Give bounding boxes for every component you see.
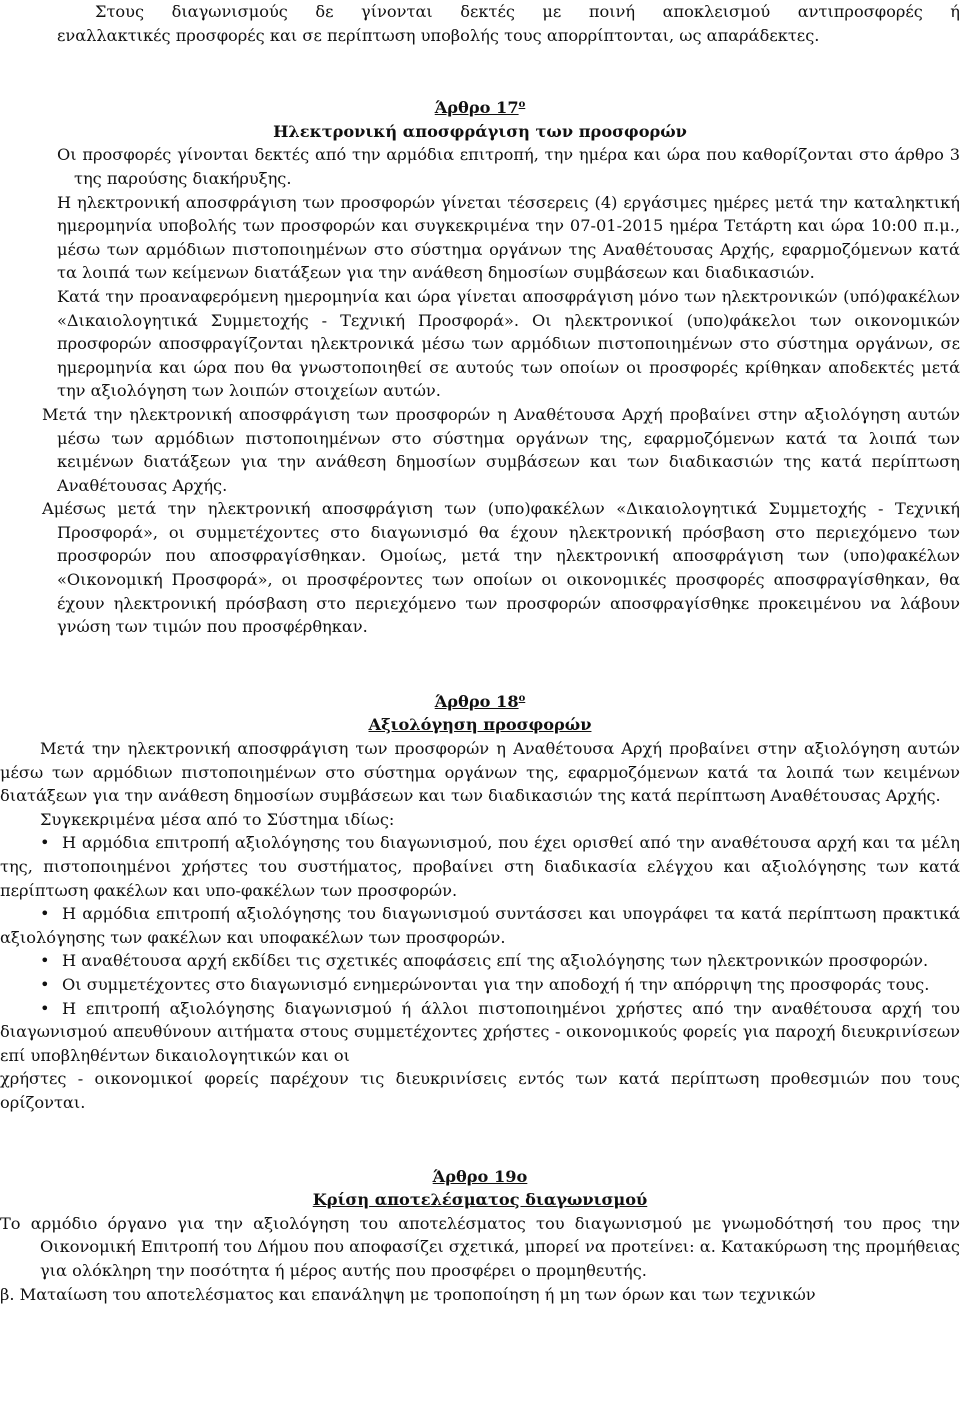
article-17-paragraph-4: Μετά την ηλεκτρονική αποσφράγιση των προσφορών η Αναθέτουσα Αρχή προβαίνει στην αξιολόγηση αυτών μέσω των αρμόδιων πιστοποιημένων στο σύστημα οργάνων της, εφαρμοζόμενων κατά τα λοιπά των κειμένων διατάξεων για την ανάθεση δημοσίων συμβάσεων και των διαδικασιών της κατά περίπτωση Αναθέτουσας Αρχής. xyxy=(42,404,960,495)
article-17 xyxy=(0,93,960,639)
intro-section xyxy=(0,0,960,47)
article-17-title: Ηλεκτρονική αποσφράγιση των προσφορών xyxy=(273,121,687,141)
bullet-marker: • xyxy=(40,904,50,924)
article-17-paragraph-2: Η ηλεκτρονική αποσφράγιση των προσφορών γίνεται τέσσερεις (4) εργάσιμες ημέρες μετά την καταληκτική ημερομηνία υποβολής των προσφορών και συγκεκριμένα την 07-01-2015 ημέρα Τετάρτη και ώρα 10:00 π.μ., μέσω των αρμόδιων πιστοποιημένων στο σύστημα οργάνων της Αναθέτουσας Αρχής, εφαρμοζόμενων κατά τα λοιπά των κείμενων διατάξεων για την ανάθεση δημοσίων συμβάσεων και διαδικασιών. xyxy=(57,192,960,283)
article-19-title: Κρίση αποτελέσματος διαγωνισμού xyxy=(312,1190,648,1210)
article-19-paragraph-1: Το αρμόδιο όργανο για την αξιολόγηση του αποτελέσματος του διαγωνισμού με γνωμοδότησή του προς την Οικονομική Επιτροπή του Δήμου που αποφασίζει σχετικά, μπορεί να προτείνει: α. Κατακύρωση της προμήθειας για ολόκληρη την ποσότητα ή μέρος αυτής που προσφέρει ο προμηθευτής. xyxy=(0,1213,960,1280)
article-18-paragraph-2: Συγκεκριμένα μέσα από το Σύστημα ιδίως: xyxy=(40,809,395,829)
article-18-paragraph-3: χρήστες - οικονομικοί φορείς παρέχουν τις διευκρινίσεις εντός των κατά περίπτωση προθεσμιών που τους ορίζονται. xyxy=(0,1069,960,1112)
article-17-heading: Άρθρο $17^o$ xyxy=(434,98,526,118)
bullet-marker: • xyxy=(40,998,50,1018)
intro-paragraph-line-1: Στους διαγωνισμούς δε γίνονται δεκτές με ποινή αποκλεισμού αντιπροσφορές ή xyxy=(95,2,960,21)
article-17-paragraph-5: Αμέσως μετά την ηλεκτρονική αποσφράγιση των (υπο)φακέλων «Δικαιολογητικά Συμμετοχής - Τεχνική Προσφορά», οι συμμετέχοντες στο διαγωνισμό θα έχουν ηλεκτρονική πρόσβαση στο περιεχόμενο των προσφορών που αποσφραγίσθηκαν. Ομοίως, μετά την ηλεκτρονική αποσφράγιση των (υπο)φακέλων «Οικονομική Προσφορά», οι προσφέροντες των οποίων οι οικονομικές προσφορές αποσφραγίσθηκαν, θα έχουν ηλεκτρονική πρόσβαση στο περιεχόμενο των προσφορών αποσφραγίσθηκε προκειμένου να λάβουν γνώση των τιμών που προσφέρθηκαν. xyxy=(42,499,960,637)
article-19 xyxy=(0,1165,960,1307)
article-18-paragraph-1: Μετά την ηλεκτρονική αποσφράγιση των προσφορών η Αναθέτουσα Αρχή προβαίνει στην αξιολόγηση αυτών μέσω των αρμόδιων πιστοποιημένων στο σύστημα οργάνων της, εφαρμοζόμενων κατά τα λοιπά των κειμένων διατάξεων για την ανάθεση δημοσίων συμβάσεων και των διαδικασιών της κατά περίπτωση Αναθέτουσας Αρχής. xyxy=(0,739,960,806)
article-18-bullet-5: • Η επιτροπή αξιολόγησης διαγωνισμού ή άλλοι πιστοποιημένοι χρήστες από την αναθέτουσα αρχή του διαγωνισμού απευθύνουν αιτήματα στους συμμετέχοντες χρήστες - οικονομικούς φορείς για παροχή διευκρινίσεων επί υποβληθέντων δικαιολογητικών και οι xyxy=(0,998,960,1065)
bullet-marker: • xyxy=(40,974,50,994)
article-18-bullet-4: • Οι συμμετέχοντες στο διαγωνισμό ενημερώνονται για την αποδοχή ή την απόρριψη της προσφοράς τους. xyxy=(0,973,960,997)
article-17-paragraph-3: Κατά την προαναφερόμενη ημερομηνία και ώρα γίνεται αποσφράγιση μόνο των ηλεκτρονικών (υπό)φακέλων «Δικαιολογητικά Συμμετοχής - Τεχνική Προσφορά». Οι ηλεκτρονικοί (υπο)φάκελοι των οικονομικών προσφορών αποσφραγίζονται ηλεκτρονικά μέσω των αρμόδιων πιστοποιημένων στο σύστημα οργάνων, σε ημερομηνία και ώρα που θα γνωστοποιηθεί σε αυτούς των οποίων οι προσφορές κρίθηκαν αποδεκτές μετά την αξιολόγηση των λοιπών στοιχείων αυτών. xyxy=(57,286,960,401)
article-18-bullet-1: • Η αρμόδια επιτροπή αξιολόγησης του διαγωνισμού, που έχει ορισθεί από την αναθέτουσα αρχή και τα μέλη της, πιστοποιημένοι χρήστες του συστήματος, προβαίνει στη διαδικασία ελέγχου και αξιολόγησης των κατά περίπτωση φακέλων και υπο-φακέλων των προσφορών. xyxy=(0,833,960,900)
article-18-title: Αξιολόγηση προσφορών xyxy=(368,715,592,735)
article-19-paragraph-2: β. Ματαίωση του αποτελέσματος και επανάληψη με τροποποίηση ή μη των όρων και των τεχνικών xyxy=(0,1284,816,1304)
bullet-marker: • xyxy=(40,951,50,971)
intro-paragraph-line-2: εναλλακτικές προσφορές και σε περίπτωση υποβολής τους απορρίπτονται, ως απαράδεκτες. xyxy=(57,25,820,45)
article-18-bullet-2: • Η αρμόδια επιτροπή αξιολόγησης του διαγωνισμού συντάσσει και υπογράφει τα κατά περίπτωση πρακτικά αξιολόγησης των φακέλων και υποφακέλων των προσφορών. xyxy=(0,904,960,947)
article-19-heading: Άρθρο 19ο xyxy=(432,1166,528,1186)
bullet-marker: • xyxy=(40,833,50,853)
article-18-bullet-3: • Η αναθέτουσα αρχή εκδίδει τις σχετικές αποφάσεις επί της αξιολόγησης των ηλεκτρονικών προσφορών. xyxy=(0,949,960,973)
article-18 xyxy=(0,687,960,1115)
article-17-paragraph-1: Οι προσφορές γίνονται δεκτές από την αρμόδια επιτροπή, την ημέρα και ώρα που καθορίζονται στο άρθρο 3 της παρούσης διακήρυξης. xyxy=(57,145,960,188)
article-18-heading: Άρθρο $18^o$ xyxy=(434,691,526,711)
